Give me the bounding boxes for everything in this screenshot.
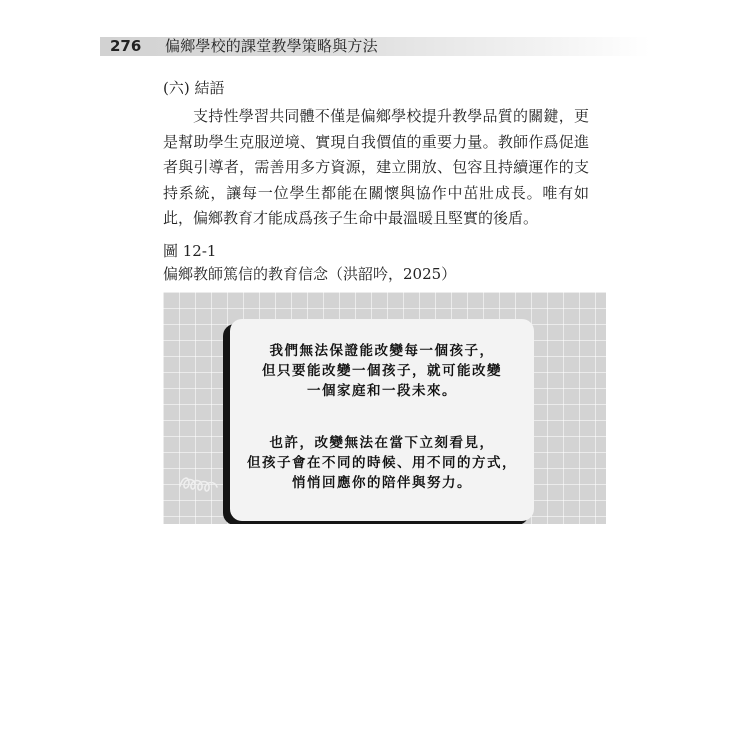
running-title: 偏鄉學校的課堂教學策略與方法 (165, 37, 378, 55)
quote-1-line-3: 一個家庭和一段未來。 (307, 383, 457, 399)
page-number: 276 (110, 37, 142, 55)
quote-1-line-1: 我們無法保證能改變每一個孩子， (269, 343, 495, 359)
figure-image (163, 292, 606, 524)
figure-caption: 偏鄉教師篤信的教育信念（洪韶吟，2025） (163, 265, 457, 283)
quote-2-line-2: 但孩子會在不同的時候、用不同的方式， (247, 455, 517, 471)
quote-2-line-1: 也許，改變無法在當下立刻看見， (269, 435, 495, 451)
quote-block-1 (230, 341, 534, 401)
doodle-swirl-icon (177, 470, 223, 498)
quote-block-2 (230, 433, 534, 493)
quote-2-line-3: 悄悄回應你的陪伴與努力。 (292, 475, 472, 491)
quote-1-line-2: 但只要能改變一個孩子，就可能改變 (262, 363, 502, 379)
figure-number: 圖 12-1 (163, 242, 217, 260)
body-paragraph: 支持性學習共同體不僅是偏鄉學校提升教學品質的關鍵，更是幫助學生克服逆境、實現自我價值的重要力量。教師作爲促進者與引導者，需善用多方資源，建立開放、包容且持續運作的支持系統，讓每一位學生都能在關懷與協作中茁壯成長。唯有如此，偏鄉教育才能成爲孩子生命中最溫暖且堅實的後盾。 (163, 107, 589, 227)
quote-card (230, 319, 534, 521)
section-heading: (六) 結語 (163, 79, 225, 97)
